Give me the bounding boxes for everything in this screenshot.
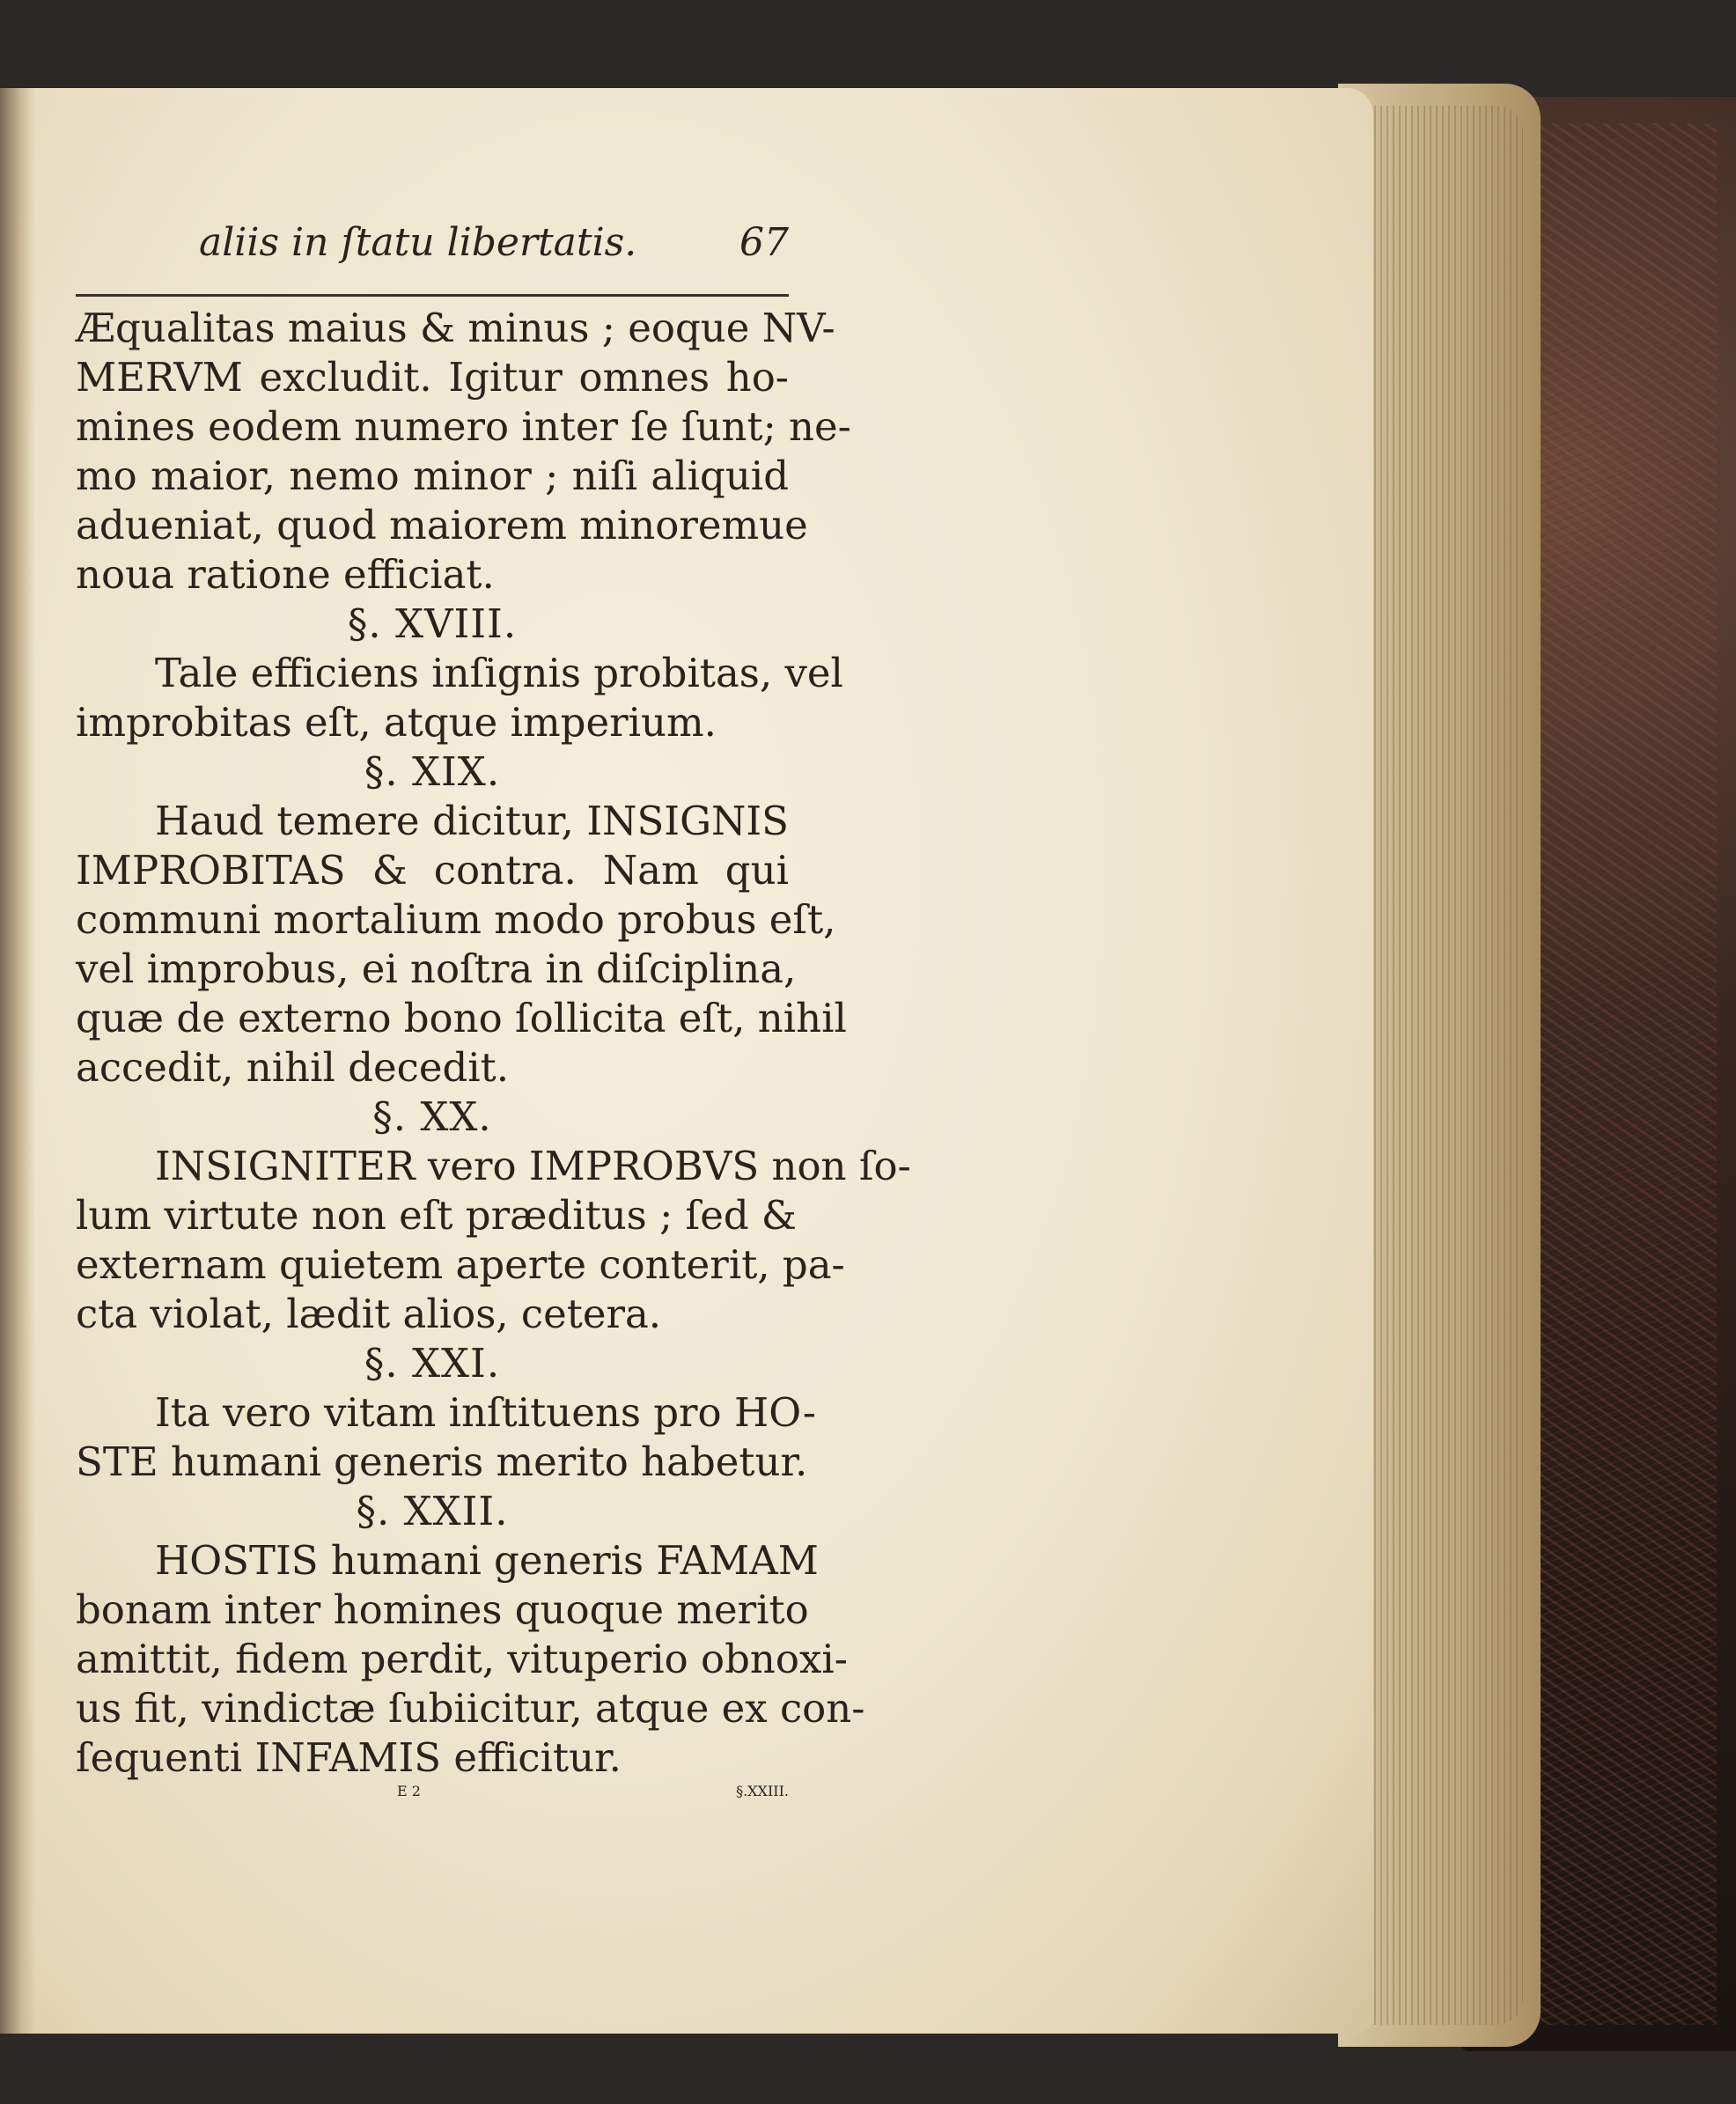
section-heading: §. XXII.	[356, 1488, 509, 1534]
page-number: 67	[739, 220, 789, 265]
text-line: cta violat, lædit alios, cetera.	[76, 1291, 662, 1337]
section-heading: §. XIX.	[364, 748, 501, 795]
page-gutter	[0, 88, 35, 2034]
text-line: mines eodem numero inter ſe ſunt; ne-	[76, 403, 851, 450]
text-line: MERVM excludit. Igitur omnes ho-	[76, 354, 789, 401]
text-line: Ita vero vitam inſtituens pro HO-	[155, 1389, 816, 1436]
text-line: Haud temere dicitur, INSIGNIS	[155, 798, 789, 844]
text-line: us fit, vindictæ ſubiicitur, atque ex con-	[76, 1685, 865, 1732]
text-line: STE humani generis merito habetur.	[76, 1438, 808, 1485]
running-head-title: aliis in ſtatu libertatis.	[199, 220, 637, 265]
section-heading: §. XXI.	[364, 1340, 501, 1387]
catchword: §.XXIII.	[736, 1783, 789, 1799]
text-line: improbitas eſt, atque imperium.	[76, 699, 717, 746]
text-line: IMPROBITAS & contra. Nam qui	[76, 847, 789, 894]
header-rule	[76, 294, 789, 297]
cover-marbling	[1514, 123, 1717, 2025]
text-line: lum virtute non eſt præditus ; ſed &	[76, 1192, 797, 1239]
text-line: INSIGNITER vero IMPROBVS non ſo-	[155, 1143, 911, 1189]
text-line: vel improbus, ei noſtra in diſciplina,	[76, 945, 797, 992]
text-line: quæ de externo bono ſollicita eſt, nihil	[76, 995, 847, 1041]
section-heading: §. XVIII.	[347, 600, 518, 647]
text-line: HOSTIS humani generis FAMAM	[155, 1537, 819, 1584]
text-line: noua ratione efficiat.	[76, 551, 495, 598]
text-line: externam quietem aperte conterit, pa-	[76, 1241, 845, 1288]
text-line: accedit, nihil decedit.	[76, 1044, 510, 1091]
text-line: ſequenti INFAMIS efficitur.	[76, 1734, 622, 1781]
text-line: Tale efficiens inſignis probitas, vel	[155, 650, 843, 696]
page-edges	[1356, 106, 1523, 2025]
signature-mark: E 2	[397, 1783, 421, 1799]
running-head	[76, 220, 789, 273]
text-line: adueniat, quod maiorem minoremue	[76, 502, 808, 548]
page-footer	[76, 1783, 789, 1832]
text-line: bonam inter homines quoque merito	[76, 1586, 809, 1633]
text-line: communi mortalium modo probus eſt,	[76, 896, 836, 943]
text-block	[76, 220, 911, 1832]
body-text	[76, 304, 911, 1783]
text-line: amittit, fidem perdit, vituperio obnoxi-	[76, 1636, 848, 1682]
text-line: mo maior, nemo minor ; niſi aliquid	[76, 452, 789, 499]
text-line: Æqualitas maius & minus ; eoque NV-	[76, 305, 835, 351]
section-heading: §. XX.	[372, 1093, 492, 1140]
